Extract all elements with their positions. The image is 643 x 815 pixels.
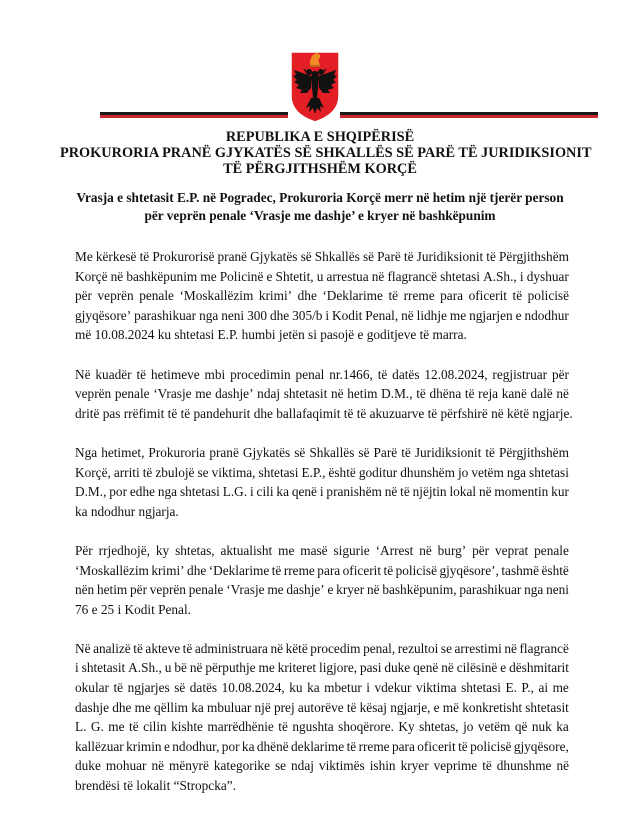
albanian-eagle-emblem-icon: [289, 48, 341, 124]
paragraph-line: okular të ngjarjes së datës 10.08.2024, ku ka mbetur i vdekur viktima shtetasi E. P., ai me: [75, 680, 569, 696]
paragraph-line: Korçë në bashkëpunim me Policinë e Shtetit, u arrestua në flagrancë shtetasi A.Sh., i dyshuar: [75, 268, 569, 284]
paragraph-line: veprën penale ‘Vrasje me dashje’ ndaj shtetasit në hetim D.M., të dhëna të reja kanë dalë në: [75, 386, 569, 402]
paragraph-line: Në analizë të akteve të administruara në këtë procedim penal, rezultoi se arrestimi në flagrancë: [75, 640, 569, 656]
paragraph-line: Korçë, arriti të zbulojë se viktima, shtetasi E.P., është goditur dhunshëm jo vetëm nga shtetasi: [75, 464, 569, 480]
header-institution: PROKURORIA PRANË GJYKATËS SË SHKALLËS SË PARË TË JURIDIKSIONIT: [60, 145, 592, 161]
paragraph-line: i shtetasit A.Sh., u bë në përputhje me kriteret ligjore, pasi duke qenë në cilësinë e dëshmitarit: [75, 660, 569, 676]
paragraph-line: kallëzuar krimin e ndodhur, por ka dhënë deklarime të rreme para oficerit të policisë gjyqësore,: [75, 738, 569, 754]
header-country: REPUBLIKA E SHQIPËRISË: [225, 129, 415, 145]
paragraph-line: duke mohuar në mënyrë kategorike se ndaj viktimës ishin kryer veprime të dhunshme në: [75, 758, 569, 774]
institution-header: [60, 129, 592, 177]
header-rule-right: [340, 112, 598, 118]
press-release-title: [60, 189, 580, 225]
paragraph-line: për veprën penale ‘Moskallëzim krimi’ dhe ‘Deklarime të rreme para oficerit të policisë: [75, 288, 569, 304]
paragraph-line: ‘Moskallëzim krimi’ dhe ‘Deklarime të rreme para oficerit të policisë gjyqësore’, tashmë është: [75, 562, 569, 578]
paragraph-line: D.M., por edhe nga shtetasi L.G. i cili ka qenë i pranishëm në të njëjtin lokal në momentin kur: [75, 484, 569, 500]
paragraph-line: brendësi të lokalit “Stropcka”.: [75, 778, 236, 794]
paragraph-line: më 10.08.2024 ku shtetasi E.P. humbi jetën si pasojë e goditjeve të marra.: [75, 327, 467, 343]
paragraph-1: [75, 247, 569, 345]
press-release-body: [75, 247, 573, 815]
paragraph-line: Me kërkesë të Prokurorisë pranë Gjykatës së Shkallës së Parë të Juridiksionit të Përgjithshëm: [75, 249, 569, 264]
paragraph-2: [75, 365, 573, 424]
paragraph-line: ka ndodhur ngjarja.: [75, 503, 179, 519]
paragraph-line: nën hetim për veprën penale ‘Vrasje me dashje’ e kryer në bashkëpunim, parashikuar nga neni: [75, 582, 569, 598]
header-rule-left: [100, 112, 288, 118]
paragraph-4: [75, 541, 569, 619]
paragraph-line: dritë pas rrëfimit të të pandehurit dhe ballafaqimit të të akuzuarve të përfshirë në këtë ngjarje.: [75, 405, 573, 421]
title-line-2: për veprën penale ‘Vrasje me dashje’ e kryer në bashkëpunim: [144, 208, 496, 223]
title-line-1: Vrasja e shtetasit E.P. në Pogradec, Prokuroria Korçë merr në hetim një tjerër person: [76, 190, 564, 205]
paragraph-5: [75, 639, 569, 796]
paragraph-line: Nga hetimet, Prokuroria pranë Gjykatës së Shkallës së Parë të Juridiksionit të Përgjithshëm: [75, 444, 569, 460]
paragraph-line: Për rrjedhojë, ky shtetas, aktualisht me masë sigurie ‘Arrest në burg’ për veprat penale: [75, 542, 569, 558]
paragraph-line: 76 e 25 i Kodit Penal.: [75, 601, 191, 617]
paragraph-3: [75, 443, 569, 521]
paragraph-line: Në kuadër të hetimeve mbi procedimin penal nr.1466, të datës 12.08.2024, regjistruar për: [75, 366, 569, 382]
paragraph-line: L. G. me të cilin kishte marrëdhënie të ngushta shoqërore. Ky shtetas, jo vetëm që nuk ka: [75, 719, 569, 735]
paragraph-line: gjyqësore’ parashikuar nga neni 300 dhe 305/b i Kodit Penal, në lidhje me ngjarjen e ndodhur: [75, 307, 569, 323]
header-jurisdiction: TË PËRGJITHSHËM KORÇË: [223, 161, 417, 177]
paragraph-line: dashje dhe me qëllim ka mbuluar një prej autorëve të kësaj ngjarje, e më konkretisht shtetasit: [75, 699, 569, 715]
